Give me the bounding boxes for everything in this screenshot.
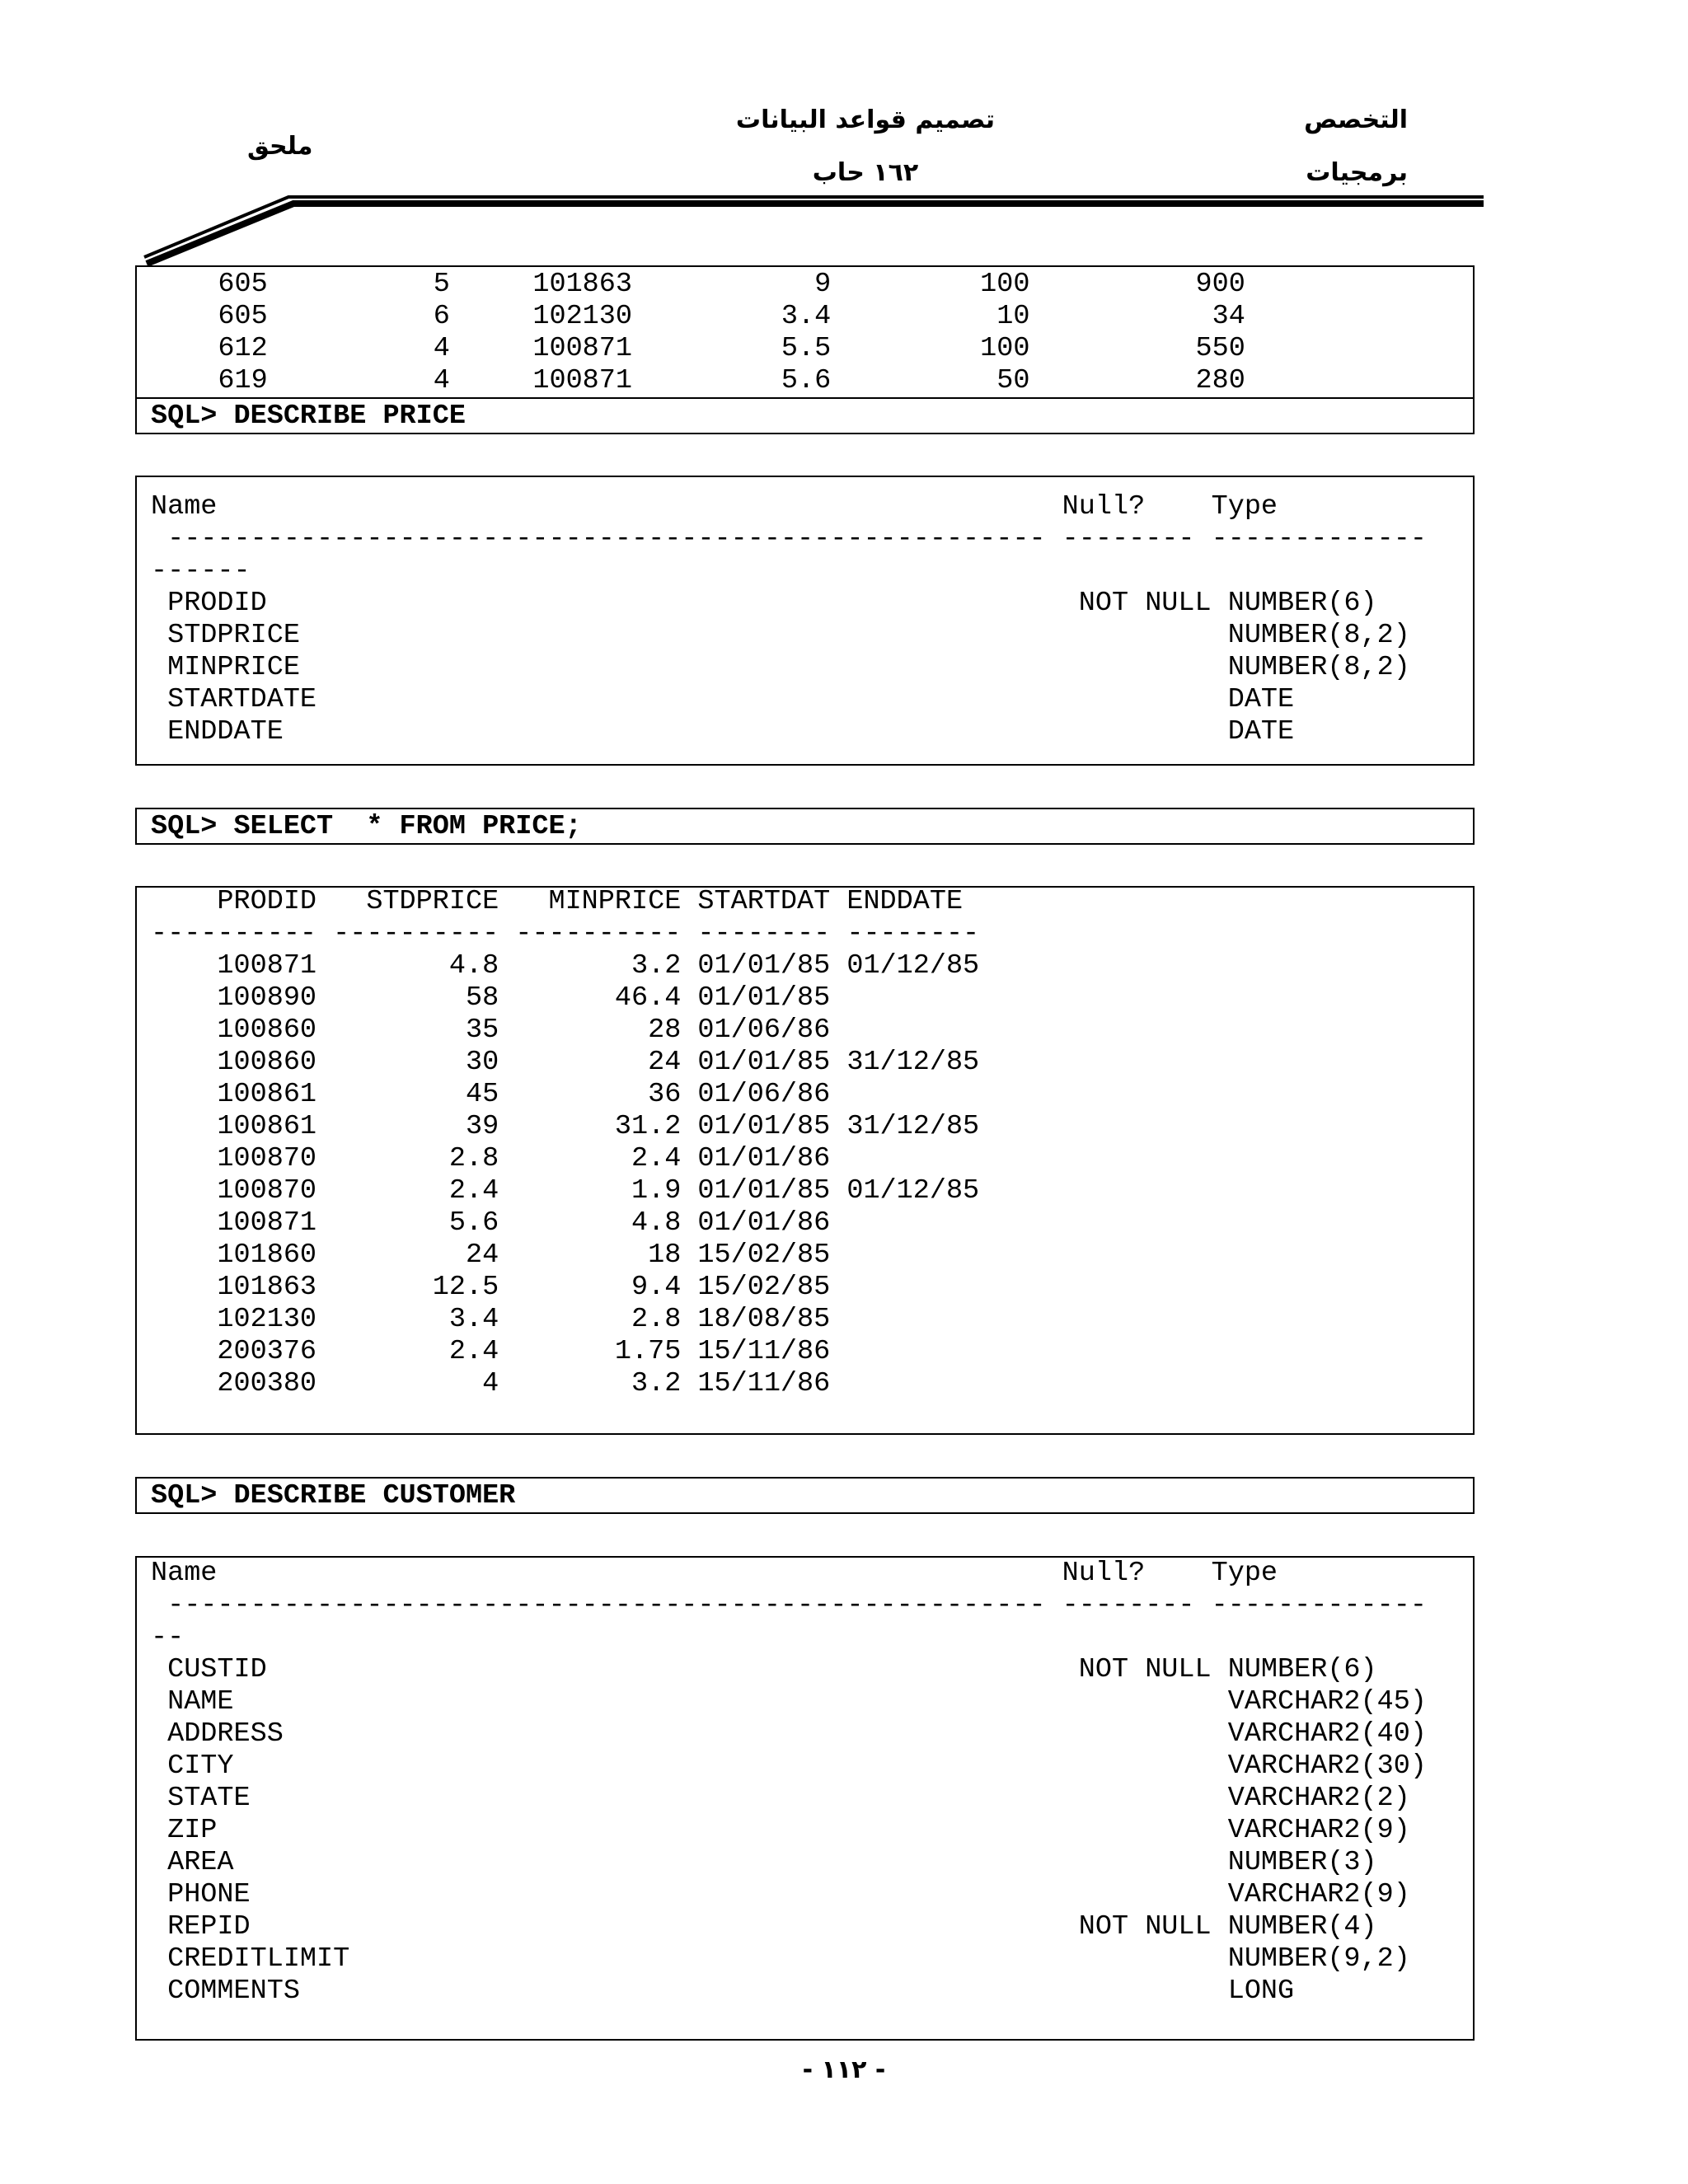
course-code: ١٦٢ حاب [812,158,919,187]
describe-price-output [135,476,1475,766]
header-rule [132,185,1484,268]
describe-customer-text: Name Null? Type ----------------------------------------------------- -------- ------------- -- CUSTID NOT NULL NUMBER(6) NAME VARCHAR2(45) ADDRESS VARCHAR2(40) CITY VARCHAR2(30) STATE VARCHAR2(2) ZIP VARCHAR2(9) AREA NUMBER(3) PHONE VARCHAR2(9) REPID NOT NULL NUMBER(4) CREDITLIMIT NUMBER(9,2) COMMENTS LONG [151,1558,1427,2007]
orderline-row: 605 6 102130 3.4 10 34 [152,301,1245,332]
orderline-row: 619 4 100871 5.6 50 280 [152,365,1245,396]
specialty-label: التخصص [1304,105,1408,134]
describe-customer-command-box [135,1477,1475,1514]
select-price-command-box [135,808,1475,845]
select-price-output [135,886,1475,1435]
course-title: تصميم قواعد البيانات [735,105,996,134]
orderline-tail-box [135,265,1475,434]
department-name: برمجيات [1306,158,1408,187]
orderline-row: 612 4 100871 5.5 100 550 [152,333,1245,364]
describe-price-text: Name Null? Type ----------------------------------------------------- -------- ------------- ------ PRODID NOT NULL NUMBER(6) STDPRICE NUMBER(8,2) MINPRICE NUMBER(8,2) STARTDATE DATE ENDDATE DATE [151,491,1427,748]
describe-customer-output [135,1556,1475,2041]
select-price-command: SQL> SELECT * FROM PRICE; [151,811,582,842]
page-number: - ١١٢ - [802,2055,886,2084]
orderline-row: 605 5 101863 9 100 900 [152,269,1245,300]
select-price-text: PRODID STDPRICE MINPRICE STARTDAT ENDDATE ---------- ---------- ---------- -------- -------- 100871 4.8 3.2 01/01/85 01/12/85 100890 58 46.4 01/01/85 100860 35 28 01/06/86 100860 30 24 01/01/85 31/12/85 100861 45 36 01/06/86 100861 39 31.2 01/01/85 31/12/85 100870 2.8 2.4 01/01/86 100870 2.4 1.9 01/01/85 01/12/85 100871 5.6 4.8 01/01/86 101860 24 18 15/02/85 101863 12.5 9.4 15/02/85 102130 3.4 2.8 18/08/85 200376 2.4 1.75 15/11/86 200380 4 3.2 15/11/86 [151,886,980,1399]
section-label: ملحق [247,132,313,161]
describe-customer-command: SQL> DESCRIBE CUSTOMER [151,1480,516,1511]
describe-price-command: SQL> DESCRIBE PRICE [151,401,466,432]
